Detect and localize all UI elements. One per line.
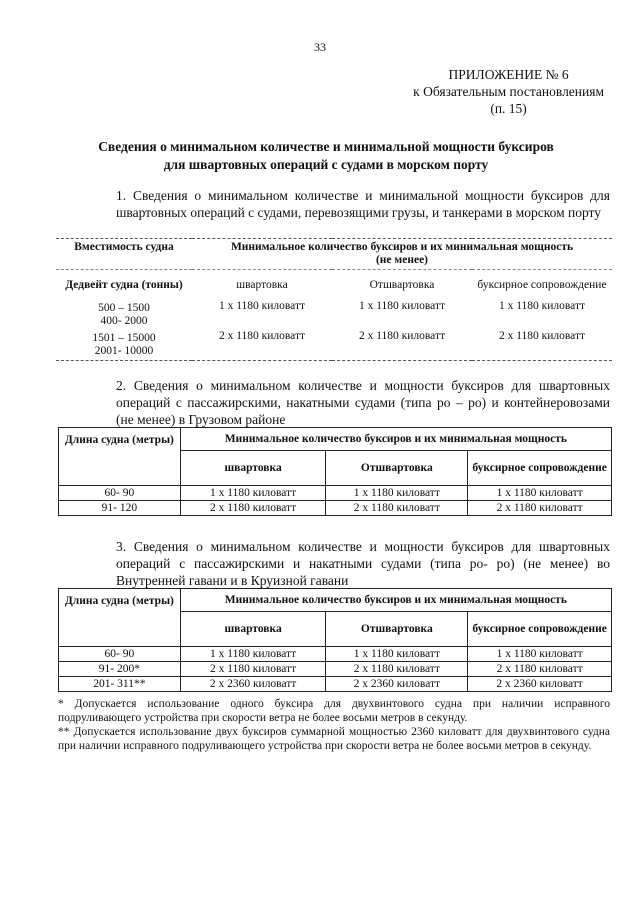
table-3-col-mooring: швартовка [180, 612, 326, 647]
table-cell: 1 х 1180 киловатт [326, 647, 468, 662]
table-row-label: 60- 90 [59, 486, 181, 501]
footnote-1: * Допускается использование одного буксира для двухвинтового судна при наличии исправного подруливающего устройства при скорости ветра не более восьми метров в секунду. [58, 698, 610, 724]
table-cell: 2 х 1180 киловатт [326, 501, 468, 516]
table-row-label: 91- 200* [59, 662, 181, 677]
table-cell: 2 х 1180 киловатт [180, 501, 326, 516]
table-cell: 2 х 1180 киловатт [326, 662, 468, 677]
table-3-col-unmooring: Отшвартовка [326, 612, 468, 647]
table-row-label: 91- 120 [59, 501, 181, 516]
document-title [40, 138, 612, 174]
table-cell: 2 х 1180 киловатт [468, 662, 612, 677]
table-2-group-header: Минимальное количество буксиров и их минимальная мощность [180, 428, 611, 451]
footnote-2: ** Допускается использование двух буксиров суммарной мощностью 2360 киловатт для двухвинтового судна при наличии исправного подруливающего устройства при скорости ветра не более восьми метров в секунду. [58, 726, 610, 752]
table-3-col1-header: Длина судна (метры) [59, 589, 181, 647]
table-row [59, 486, 612, 501]
table-cell: 2 х 1180 киловатт [180, 662, 326, 677]
table-row-label: 60- 90 [59, 647, 181, 662]
table-2-header-row [59, 428, 612, 451]
table-row [56, 330, 612, 361]
table-1-col-mooring: швартовка [236, 278, 288, 291]
appendix-title: ПРИЛОЖЕНИЕ № 6 [448, 67, 569, 82]
appendix-paragraph-ref: (п. 15) [490, 101, 527, 116]
table-cell: 2 х 1180 киловатт [218, 330, 306, 342]
table-2-col1-header: Длина судна (метры) [59, 428, 181, 486]
table-cell: 1 х 1180 киловатт [180, 647, 326, 662]
table-cell: 2 х 1180 киловатт [498, 330, 586, 342]
table-1-group-header: Минимальное количество буксиров и их минимальная мощность (не менее) [192, 239, 612, 270]
table-1-row2-label: 1501 – 15000 2001- 10000 [92, 332, 156, 357]
table-1-row1-label: 500 – 1500 400- 2000 [98, 302, 150, 327]
table-3-group-header: Минимальное количество буксиров и их минимальная мощность [180, 589, 611, 612]
table-cell: 2 х 2360 киловатт [326, 677, 468, 692]
table-1-header-row [56, 239, 612, 270]
table-row [56, 300, 612, 330]
table-row [59, 677, 612, 692]
table-row [59, 662, 612, 677]
appendix-header [413, 66, 604, 117]
table-cell: 2 х 2360 киловатт [180, 677, 326, 692]
table-cell: 1 х 1180 киловатт [180, 486, 326, 501]
title-line-1: Сведения о минимальном количестве и минимальной мощности буксиров [98, 139, 554, 154]
table-cell: 1 х 1180 киловатт [498, 300, 586, 312]
table-1-col-unmooring: Отшвартовка [369, 278, 435, 291]
table-cell: 2 х 1180 киловатт [358, 330, 446, 342]
table-2-col-escort: буксирное сопровождение [468, 451, 612, 486]
section-3-text: 3. Сведения о минимальном количестве и мощности буксиров для швартовных операций с пассажирскими и накатными судами (типа ро- ро) (не менее) во Внутренней гавани и в Круизной гавани [116, 539, 610, 588]
table-cell: 2 х 1180 киловатт [468, 501, 612, 516]
section-1-text: 1. Сведения о минимальном количестве и минимальной мощности буксиров для швартовных операций с судами, перевозящими грузы, и танкерами в морском порту [116, 188, 610, 220]
section-2-text: 2. Сведения о минимальном количестве и мощности буксиров для швартовных операций с пассажирскими, накатными судами (типа ро – ро) и контейнеровозами (не менее) в Грузовом районе [116, 378, 610, 427]
table-3 [58, 588, 612, 692]
footnotes [58, 697, 610, 753]
table-cell: 1 х 1180 киловатт [326, 486, 468, 501]
table-1-col-escort: буксирное сопровождение [477, 278, 607, 291]
table-2-col-mooring: швартовка [180, 451, 326, 486]
table-cell: 1 х 1180 киловатт [468, 486, 612, 501]
table-3-header-row [59, 589, 612, 612]
table-1-subheader-row [56, 270, 612, 301]
table-cell: 2 х 2360 киловатт [468, 677, 612, 692]
table-2 [58, 427, 612, 516]
table-row [59, 647, 612, 662]
table-cell: 1 х 1180 киловатт [358, 300, 446, 312]
page-number: 33 [314, 40, 326, 54]
table-2-col-unmooring: Отшвартовка [326, 451, 468, 486]
table-1 [56, 238, 612, 361]
title-line-2: для швартовных операций с судами в морском порту [163, 157, 489, 172]
table-1-col1-header: Вместимость судна [56, 239, 192, 270]
table-cell: 1 х 1180 киловатт [468, 647, 612, 662]
table-row [59, 501, 612, 516]
table-1-col1-subheader: Дедвейт судна (тонны) [65, 278, 183, 291]
table-3-col-escort: буксирное сопровождение [468, 612, 612, 647]
table-row-label: 201- 311** [59, 677, 181, 692]
appendix-subtitle: к Обязательным постановлениям [413, 84, 604, 99]
table-cell: 1 х 1180 киловатт [218, 300, 306, 312]
